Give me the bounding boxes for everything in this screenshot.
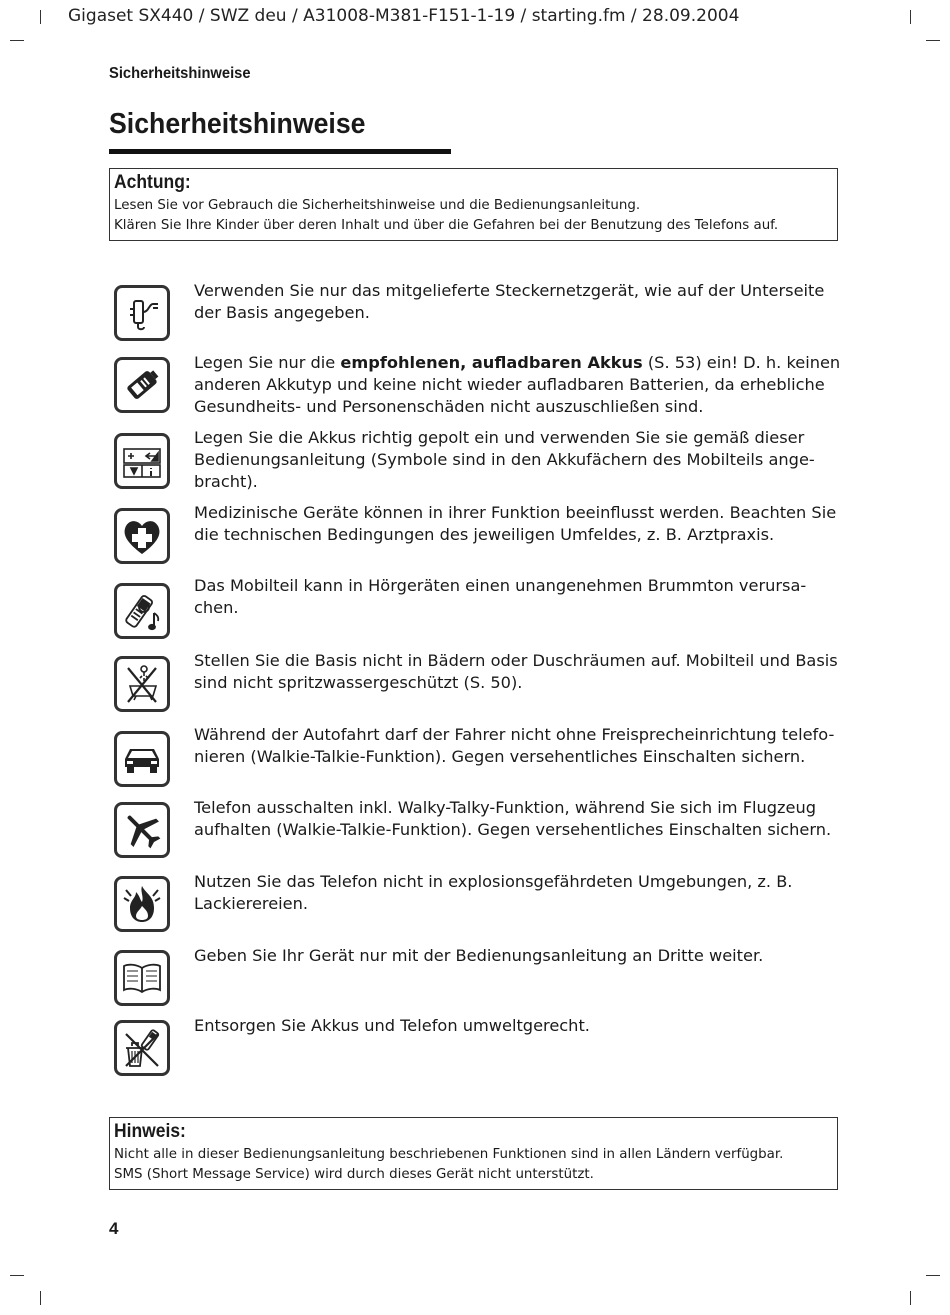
safety-item-text: Legen Sie die Akkus richtig gepolt ein und verwenden Sie sie gemäß dieser Bedienungsanleitung (Symbole sind in den Akkufächern des Mobilteils ange-bracht). [194,428,815,491]
no-bathroom-icon [114,656,170,712]
crop-mark [910,10,911,24]
safety-item-text: Verwenden Sie nur das mitgelieferte Steckernetzgerät, wie auf der Unterseite der Basis angegeben. [194,281,825,322]
text-emphasis: empfohlenen, aufladbaren Akkus [340,353,643,372]
medical-cross-heart-icon [114,508,170,564]
crop-mark [10,40,24,41]
caution-line: Klären Sie Ihre Kinder über deren Inhalt und über die Gefahren bei der Benutzung des Telefons auf. [114,218,779,233]
running-header: Gigaset SX440 / SWZ deu / A31008-M381-F151-1-19 / starting.fm / 28.09.2004 [68,6,740,26]
crop-mark [926,40,940,41]
note-line: SMS (Short Message Service) wird durch dieses Gerät nicht unterstützt. [114,1167,594,1182]
crop-mark [926,1275,940,1276]
crop-mark [40,10,41,24]
section-label: Sicherheitshinweise [109,65,251,82]
caution-line: Lesen Sie vor Gebrauch die Sicherheitshinweise und die Bedienungsanleitung. [114,198,641,213]
page-number: 4 [109,1219,119,1238]
safety-item-text: Geben Sie Ihr Gerät nur mit der Bedienungsanleitung an Dritte weiter. [194,946,764,965]
safety-item-text: Medizinische Geräte können in ihrer Funktion beeinflusst werden. Beachten Sie die technischen Bedingungen des jeweiligen Umfeldes, z. B. Arztpraxis. [194,503,837,544]
hearing-aid-phone-icon [114,583,170,639]
airplane-icon [114,802,170,858]
no-trash-disposal-icon [114,1020,170,1076]
safety-item-text: Telefon ausschalten inkl. Walky-Talky-Funktion, während Sie sich im Flugzeug aufhalten (Walkie-Talkie-Funktion). Gegen versehentliches Einschalten sichern. [194,798,832,839]
rechargeable-battery-icon [114,357,170,413]
power-adapter-icon [114,285,170,341]
open-book-icon [114,950,170,1006]
title-rule [109,149,451,154]
text-segment: Legen Sie nur die [194,353,341,372]
page-title: Sicherheitshinweise [109,108,366,140]
note-line: Nicht alle in dieser Bedienungsanleitung beschriebenen Funktionen sind in allen Ländern verfügbar. [114,1147,784,1162]
note-box [109,1117,838,1190]
caution-box [109,168,838,241]
safety-item-text: Stellen Sie die Basis nicht in Bädern oder Duschräumen auf. Mobilteil und Basis sind nicht spritzwassergeschützt (S. 50). [194,651,838,692]
text-segment: (S. 53) ein! D. h. keinen anderen Akkutyp und keine nicht wieder aufladbaren Batterien, da erhebliche Gesundheits- und Personenschäden nicht auszuschließen sind. [194,353,841,416]
explosion-fire-icon [114,876,170,932]
caution-heading: Achtung: [114,172,191,193]
safety-item-text [194,352,844,418]
safety-item-text: Während der Autofahrt darf der Fahrer nicht ohne Freisprecheinrichtung telefo-nieren (Walkie-Talkie-Funktion). Gegen versehentliches Einschalten sichern. [194,725,835,766]
safety-item-text: Entsorgen Sie Akkus und Telefon umweltgerecht. [194,1016,590,1035]
note-heading: Hinweis: [114,1121,186,1142]
crop-mark [40,1291,41,1305]
safety-item-text: Nutzen Sie das Telefon nicht in explosionsgefährdeten Umgebungen, z. B. Lackierereien. [194,872,793,913]
car-icon [114,731,170,787]
crop-mark [910,1291,911,1305]
safety-item-text: Das Mobilteil kann in Hörgeräten einen unangenehmen Brummton verursa-chen. [194,576,807,617]
battery-polarity-icon [114,433,170,489]
crop-mark [10,1275,24,1276]
